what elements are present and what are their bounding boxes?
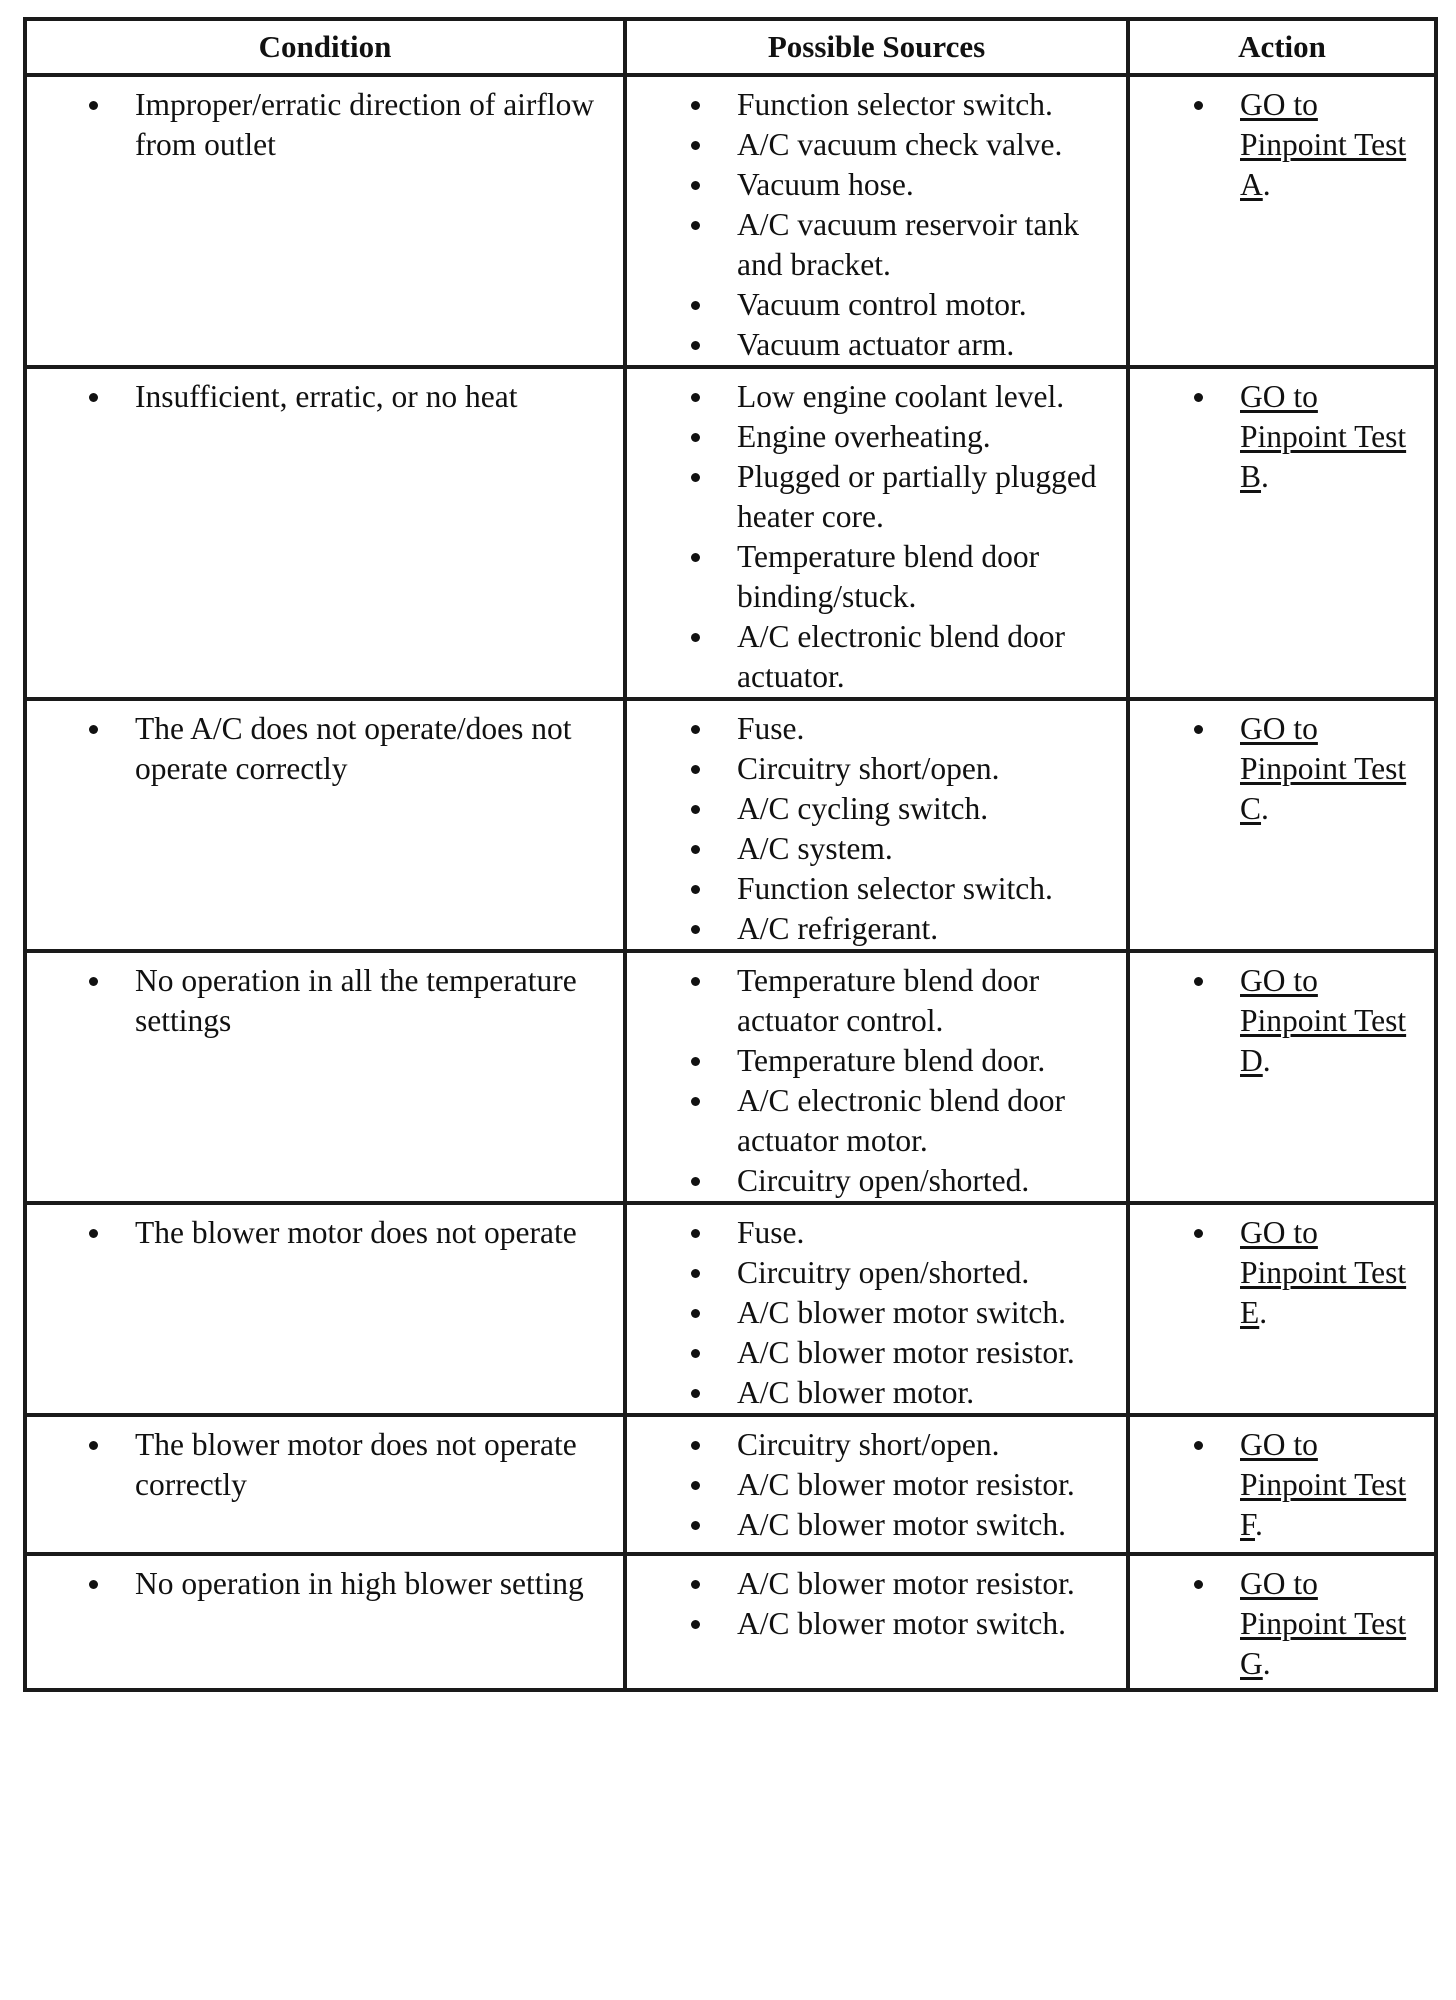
source-item: A/C blower motor resistor.: [737, 1465, 1120, 1505]
pinpoint-test-link[interactable]: Pinpoint Test: [1240, 1255, 1407, 1290]
source-item: A/C blower motor resistor.: [737, 1333, 1120, 1373]
action-cell: [1128, 1554, 1436, 1690]
possible-sources-cell: [625, 1554, 1128, 1690]
test-id-suffix: .: [1259, 1295, 1268, 1330]
pinpoint-test-link[interactable]: Pinpoint Test: [1240, 127, 1407, 162]
sources-list: [627, 77, 1126, 365]
source-item: A/C blower motor switch.: [737, 1293, 1120, 1333]
table-row: [25, 1203, 1436, 1415]
condition-text: No operation in all the temperature settings: [135, 961, 603, 1041]
source-item: Temperature blend door actuator control.: [737, 961, 1120, 1041]
test-id-line: [1240, 789, 1430, 829]
condition-text: The blower motor does not operate correctly: [135, 1425, 603, 1505]
pinpoint-test-link[interactable]: Pinpoint Test: [1240, 1467, 1407, 1502]
test-id-line: [1240, 165, 1430, 205]
source-item: A/C blower motor switch.: [737, 1604, 1120, 1644]
test-id-line: [1240, 1505, 1430, 1545]
pinpoint-test-link[interactable]: Pinpoint Test: [1240, 751, 1407, 786]
source-item: A/C system.: [737, 829, 1120, 869]
sources-list: [627, 1417, 1126, 1545]
header-action: Action: [1128, 19, 1436, 75]
test-id-line: [1240, 1644, 1430, 1684]
source-item: Fuse.: [737, 709, 1120, 749]
possible-sources-cell: [625, 699, 1128, 951]
table-row: [25, 1415, 1436, 1554]
pinpoint-test-link[interactable]: Pinpoint Test: [1240, 1606, 1407, 1641]
action-cell: [1128, 951, 1436, 1203]
test-id-line: [1240, 1041, 1430, 1081]
action-item: [1240, 709, 1430, 829]
action-cell: [1128, 1415, 1436, 1554]
possible-sources-cell: [625, 1203, 1128, 1415]
pinpoint-test-letter-link[interactable]: A: [1240, 167, 1263, 202]
source-item: Circuitry open/shorted.: [737, 1161, 1120, 1201]
source-item: Circuitry open/shorted.: [737, 1253, 1120, 1293]
pinpoint-test-link[interactable]: Pinpoint Test: [1240, 419, 1407, 454]
pinpoint-test-letter-link[interactable]: C: [1240, 791, 1262, 826]
source-item: A/C vacuum check valve.: [737, 125, 1120, 165]
sources-list: [627, 701, 1126, 949]
source-item: Circuitry short/open.: [737, 1425, 1120, 1465]
action-item: [1240, 1425, 1430, 1545]
condition-cell: [25, 1554, 625, 1690]
source-item: A/C electronic blend door actuator.: [737, 617, 1120, 697]
test-id-line: [1240, 1293, 1430, 1333]
sources-list: [627, 1205, 1126, 1413]
action-item: [1240, 377, 1430, 497]
go-to-link[interactable]: GO to: [1240, 1427, 1318, 1462]
header-row: [25, 19, 1436, 75]
condition-cell: [25, 75, 625, 367]
test-id-line: [1240, 457, 1430, 497]
condition-cell: [25, 951, 625, 1203]
source-item: A/C blower motor resistor.: [737, 1564, 1120, 1604]
source-item: Vacuum hose.: [737, 165, 1120, 205]
test-id-suffix: .: [1261, 791, 1269, 826]
pinpoint-test-letter-link[interactable]: B: [1240, 459, 1262, 494]
test-id-suffix: .: [1262, 1646, 1271, 1681]
action-cell: [1128, 699, 1436, 951]
possible-sources-cell: [625, 367, 1128, 699]
pinpoint-test-link[interactable]: Pinpoint Test: [1240, 1003, 1407, 1038]
action-item: [1240, 1564, 1430, 1684]
go-to-link[interactable]: GO to: [1240, 1215, 1318, 1250]
header-possible-sources: Possible Sources: [625, 19, 1128, 75]
condition-cell: [25, 1203, 625, 1415]
source-item: A/C blower motor.: [737, 1373, 1120, 1413]
source-item: Function selector switch.: [737, 869, 1120, 909]
source-item: Temperature blend door.: [737, 1041, 1120, 1081]
action-cell: [1128, 75, 1436, 367]
source-item: Temperature blend door binding/stuck.: [737, 537, 1120, 617]
source-item: Vacuum actuator arm.: [737, 325, 1120, 365]
action-item: [1240, 1213, 1430, 1333]
table-row: [25, 951, 1436, 1203]
action-cell: [1128, 367, 1436, 699]
source-item: A/C electronic blend door actuator motor.: [737, 1081, 1120, 1161]
source-item: Engine overheating.: [737, 417, 1120, 457]
table-row: [25, 75, 1436, 367]
possible-sources-cell: [625, 1415, 1128, 1554]
possible-sources-cell: [625, 951, 1128, 1203]
go-to-link[interactable]: GO to: [1240, 87, 1318, 122]
source-item: Plugged or partially plugged heater core.: [737, 457, 1120, 537]
test-id-suffix: .: [1255, 1507, 1263, 1542]
go-to-link[interactable]: GO to: [1240, 963, 1318, 998]
source-item: Circuitry short/open.: [737, 749, 1120, 789]
source-item: A/C vacuum reservoir tank and bracket.: [737, 205, 1120, 285]
source-item: Vacuum control motor.: [737, 285, 1120, 325]
table-row: [25, 367, 1436, 699]
possible-sources-cell: [625, 75, 1128, 367]
condition-cell: [25, 367, 625, 699]
condition-text: The blower motor does not operate: [135, 1213, 603, 1253]
sources-list: [627, 1556, 1126, 1644]
sources-list: [627, 953, 1126, 1201]
condition-text: The A/C does not operate/does not operate correctly: [135, 709, 603, 789]
table-row: [25, 699, 1436, 951]
pinpoint-test-letter-link[interactable]: G: [1240, 1646, 1263, 1681]
go-to-link[interactable]: GO to: [1240, 1566, 1318, 1601]
test-id-suffix: .: [1262, 167, 1271, 202]
source-item: A/C refrigerant.: [737, 909, 1120, 949]
test-id-suffix: .: [1262, 1043, 1271, 1078]
condition-text: Insufficient, erratic, or no heat: [135, 377, 603, 417]
sources-list: [627, 369, 1126, 697]
header-condition: Condition: [25, 19, 625, 75]
condition-cell: [25, 1415, 625, 1554]
source-item: Function selector switch.: [737, 85, 1120, 125]
go-to-link[interactable]: GO to: [1240, 379, 1318, 414]
pinpoint-test-letter-link[interactable]: F: [1240, 1507, 1255, 1542]
condition-cell: [25, 699, 625, 951]
diagnosis-table: [23, 17, 1438, 1692]
table-body: [25, 75, 1436, 1690]
source-item: Low engine coolant level.: [737, 377, 1120, 417]
action-item: [1240, 961, 1430, 1081]
action-cell: [1128, 1203, 1436, 1415]
condition-text: Improper/erratic direction of airflow from outlet: [135, 85, 603, 165]
source-item: A/C cycling switch.: [737, 789, 1120, 829]
condition-text: No operation in high blower setting: [135, 1564, 603, 1604]
go-to-link[interactable]: GO to: [1240, 711, 1318, 746]
pinpoint-test-letter-link[interactable]: D: [1240, 1043, 1263, 1078]
source-item: A/C blower motor switch.: [737, 1505, 1120, 1545]
source-item: Fuse.: [737, 1213, 1120, 1253]
action-item: [1240, 85, 1430, 205]
table-row: [25, 1554, 1436, 1690]
pinpoint-test-letter-link[interactable]: E: [1240, 1295, 1260, 1330]
test-id-suffix: .: [1261, 459, 1269, 494]
